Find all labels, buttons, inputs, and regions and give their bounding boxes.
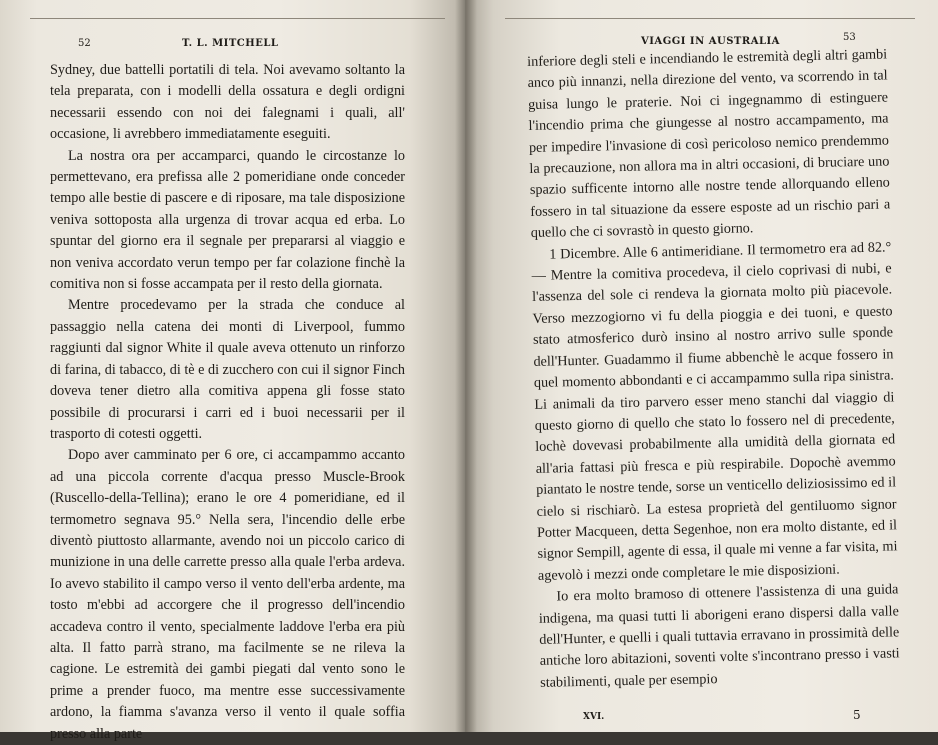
top-edge-rule (505, 18, 915, 19)
paragraph: Io era molto bramoso di ottenere l'assistenza di una guida indigena, ma quasi tutti li aborigeni erano dispersi dalla valle dell'Hunter, e quelli i quali tuttavia erravano in prossimità delle antiche loro abitazioni, soventi volte s'incontrano presso i vasti stabilimenti, quale per esempio (538, 581, 900, 691)
right-page (465, 0, 938, 732)
paragraph: La nostra ora per accamparci, quando le circostanze lo permettevano, era prefissa alle 2 pomeridiane onde conceder tempo alle bestie di pascere e di riposare, ma tale disposizione veniva sottoposta alla urgenza di trovar acqua ed erba. Lo spuntar del giorno era il segnale per prepararsi al viaggio e non veniva accordato verun tempo per far colazione finchè la comitiva non si fosse accampata per il resto della giornata. (50, 147, 405, 293)
paragraph: Mentre procedevamo per la strada che conduce al passaggio nella catena dei monti di Liverpool, fummo raggiunti dal signor White il quale aveva ottenuto un rinforzo di farina, di tabacco, di tè e di zucchero con cui il signor Finch doveva tener dietro alla comitiva appena gli fosse stato possibile di procurarsi i carri ed i buoi necessarii per il trasporto di cotesti oggetti. (50, 297, 405, 442)
paragraph: 1 Dicembre. Alle 6 antimeridiane. Il termometro era ad 82.° — Mentre la comitiva procedeva, il cielo coprivasi di nubi, e l'assenza del sole ci rendeva la giornata molto più piacevole. Verso mezzogiorno vi fu della pioggia e dei tuoni, e questo stato atmosferico durò insino al nostro arrivo sulle sponde dell'Hunter. Guadammo il fiume abbenchè le acque fossero in quel momento abbondanti e ci accampammo sulla ripa sinistra. Li animali da tiro parvero esser meno stanchi dal viaggio di questo giorno di quello che stato lo fossero nel di precedente, lochè dovevasi probabilmente alla umidità della giornata ed all'aria fattasi più fresca e più respirabile. Dopochè avemmo piantato le nostre tende, sorse un venticello deliziosissimo ed il cielo si rischiarò. La estesa proprietà del gentiluomo signor Potter Macqueen, detta Segenhoe, non era molto distante, ed il signor Sempill, agente di essa, il quale mi venne a far visita, mi agevolò i mezzi onde completare le mie disposizioni. (531, 239, 898, 584)
body-text (527, 44, 900, 694)
running-head: VIAGGI IN AUSTRALIA (641, 36, 780, 47)
running-head: T. L. MITCHELL (182, 38, 279, 49)
paragraph: inferiore degli steli e incendiando le estremità degli altri gambi anco più innanzi, nella direzione del vento, va scorrendo in tal guisa lungo le praterie. Noi ci ingegnammo di estinguere l'incendio prima che giungesse al nostro accampamento, ma per impedire l'invasione di così pericoloso nemico prendemmo la precauzione, non allora ma in altri occasioni, di bruciare uno spazio sufficente intorno alle nostre tende allorquando elleno fossero in tal situazione da essere esposte ad un rischio pari a quello che ci sovrastò in questo giorno. (527, 46, 891, 242)
page-number: 52 (78, 38, 91, 49)
paragraph: Sydney, due battelli portatili di tela. Noi avevamo soltanto la tela preparata, con i modelli della ossatura e degli ordigni necessarii essendo con noi dei falegnami i quali, all' occasione, li avrebbero immediatamente eseguiti. (50, 62, 405, 143)
book-gutter (455, 0, 477, 732)
left-page (0, 0, 465, 742)
footer-number: 5 (853, 708, 861, 722)
top-edge-rule (30, 18, 445, 19)
paragraph: Dopo aver camminato per 6 ore, ci accampammo accanto ad una piccola corrente d'acqua presso Muscle-Brook (Ruscello-della-Tellina); erano le ore 4 pomeridiane, ed il termometro segnava 95.° Nella sera, l'incendio delle erbe diventò piuttosto allarmante, avendo noi un piccolo carico di munizione in una delle carrette presso alla quale l'erba ardeva. Io avevo stabilito il campo verso il vento dell'erba ardente, ma tosto m'ebbi ad accorgere che il progresso dell'incendio accadeva contro il vento, specialmente laddove l'erba era più alta. Il fatto parrà strano, ma facilmente se ne rileva la cagione. Le estremità dei gambi piegati dal vento sono le prime a prender fuoco, ma mentre esse successivamente ardono, la fiamma s'avanza verso il vento il quale soffia presso alla parte (50, 447, 405, 742)
signature-mark: XVI. (583, 712, 605, 722)
body-text (50, 60, 405, 745)
page-number: 53 (843, 32, 856, 43)
